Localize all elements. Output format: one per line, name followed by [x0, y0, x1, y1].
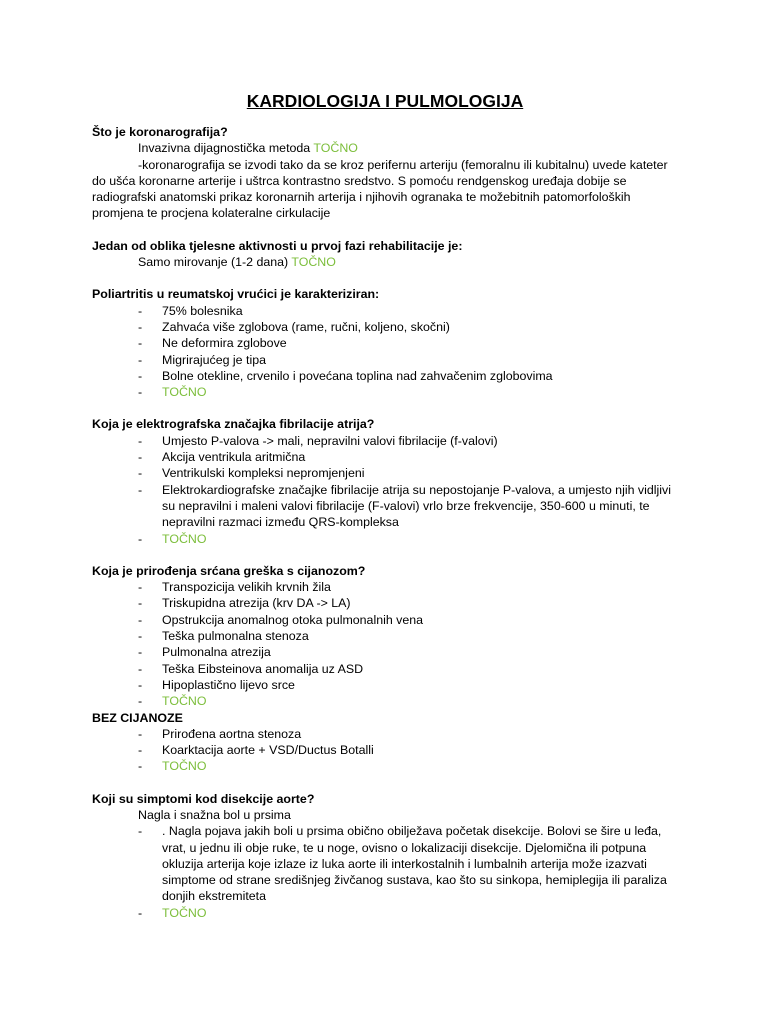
correct-mark: TOČNO [162, 694, 207, 709]
list-item-text: Umjesto P-valova -> mali, nepravilni valovi fibrilacije (f-valovi) [162, 433, 498, 448]
list-dash: - [138, 694, 143, 709]
list-item-correct [92, 758, 678, 774]
list-dash: - [138, 466, 143, 481]
list-dash: - [138, 385, 143, 400]
list-item-text: Pulmonalna atrezija [162, 645, 271, 660]
question-heading: Poliartritis u reumatskoj vrućici je karakteriziran: [92, 287, 380, 302]
list-dash: - [138, 596, 143, 611]
question-heading: Što je koronarografija? [92, 125, 228, 139]
list-item-correct [92, 384, 678, 400]
document-title: KARDIOLOGIJA I PULMOLOGIJA [246, 91, 524, 111]
list-item [92, 677, 678, 693]
list-item-text: Triskupidna atrezija (krv DA -> LA) [162, 596, 351, 611]
list-dash: - [138, 677, 143, 692]
list-item [92, 449, 678, 465]
list-item [92, 303, 678, 319]
question-heading: Koja je prirođenja srćana greška s cijanozom? [92, 563, 366, 578]
explanation-paragraph [92, 157, 678, 222]
list-dash: - [138, 482, 143, 497]
list-item [92, 319, 678, 335]
list-dash: - [138, 531, 143, 546]
question-heading: Jedan od oblika tjelesne aktivnosti u prvoj fazi rehabilitacije je: [92, 238, 463, 253]
list-item-correct [92, 693, 678, 709]
list-dash: - [138, 368, 143, 383]
list-dash: - [138, 661, 143, 676]
question-heading: Koja je elektrografska značajka fibrilacije atrija? [92, 417, 375, 432]
list-item-text: Teška pulmonalna stenoza [162, 629, 309, 644]
list-item-text: Ventrikulski kompleksi nepromjenjeni [162, 466, 365, 481]
answer-text: Invazivna dijagnostička metoda [138, 141, 311, 156]
list-item [92, 482, 678, 531]
list-dash: - [138, 759, 143, 774]
list-item [92, 595, 678, 611]
list-dash: - [138, 645, 143, 660]
list-item-text: Koarktacija aorte + VSD/Ductus Botalli [162, 743, 374, 758]
list-dash: - [138, 743, 143, 758]
section-koronarografija [92, 124, 678, 222]
list-item [92, 368, 678, 384]
answer-text: Samo mirovanje (1-2 dana) [138, 255, 289, 270]
list-dash: - [138, 433, 143, 448]
correct-mark: TOČNO [162, 759, 207, 774]
list-item-text: Akcija ventrikula aritmična [162, 450, 306, 465]
list-item-text: Zahvaća više zglobova (rame, ručni, koljeno, skočni) [162, 319, 450, 334]
question-heading: Koji su simptomi kod disekcije aorte? [92, 791, 315, 806]
section-fibrilacija [92, 416, 678, 546]
section-poliartritis [92, 286, 678, 400]
list-item [92, 465, 678, 481]
list-item [92, 661, 678, 677]
section-cijanoza [92, 563, 678, 775]
list-item-text: Migrirajućeg je tipa [162, 352, 266, 367]
list-item-text: Hipoplastično lijevo srce [162, 677, 295, 692]
list-item-correct [92, 531, 678, 547]
list-item-text: Elektrokardiografske značajke fibrilacije atrija su nepostojanje P-valova, a umjesto njih vidljivi su nepravilni i maleni valovi fibrilacije (F-valovi) vrlo brze frekvencije, 350-600 u minuti, te nepravilni razmaci između QRS-kompleksa [162, 482, 671, 530]
list-item-text: Ne deformira zglobove [162, 336, 287, 351]
correct-mark: TOČNO [162, 531, 207, 546]
list-item-text: Bolne otekline, crvenilo i povećana toplina nad zahvačenim zglobovima [162, 368, 553, 383]
list-item [92, 612, 678, 628]
list-item [92, 335, 678, 351]
list-dash: - [138, 319, 143, 334]
section-rehabilitacija [92, 238, 678, 271]
list-item-text: . Nagla pojava jakih boli u prsima obično obilježava početak disekcije. Bolovi se šire u leđa, vrat, u jednu ili obje ruke, te u noge, ovisno o lokalizaciji disekcije. Djelomična ili potpuna okluzija arterija koje izlaze iz luka aorte ili interkostalnih i lumbalnih arterija može izazvati simptome od strane središnjeg živčanog sustava, kao što su sinkopa, hemiplegija ili paraliza donjih ekstremiteta [162, 824, 667, 904]
correct-mark: TOČNO [162, 385, 207, 400]
list-dash: - [138, 824, 143, 839]
list-dash: - [138, 450, 143, 465]
list-item-text: Opstrukcija anomalnog otoka pulmonalnih vena [162, 612, 424, 627]
list-dash: - [138, 726, 143, 741]
answer-text: Nagla i snažna bol u prsima [138, 807, 291, 822]
list-item [92, 579, 678, 595]
answer-line [92, 140, 678, 156]
answer-line [92, 254, 678, 270]
correct-mark: TOČNO [313, 141, 358, 156]
list-item-text: Teška Eibsteinova anomalija uz ASD [162, 661, 364, 676]
section-disekcija-aorte [92, 791, 678, 921]
list-item [92, 433, 678, 449]
list-dash: - [138, 352, 143, 367]
correct-mark: TOČNO [162, 905, 207, 920]
list-item [92, 726, 678, 742]
list-item-text: Transpozicija velikih krvnih žila [162, 580, 331, 595]
list-dash: - [138, 336, 143, 351]
list-dash: - [138, 905, 143, 920]
list-item [92, 742, 678, 758]
list-dash: - [138, 612, 143, 627]
list-item [92, 628, 678, 644]
list-item [92, 352, 678, 368]
list-dash: - [138, 303, 143, 318]
list-dash: - [138, 580, 143, 595]
list-item [92, 823, 678, 904]
answer-line [92, 807, 678, 823]
list-dash: - [138, 629, 143, 644]
list-item-text: 75% bolesnika [162, 303, 243, 318]
list-item-text: Prirođena aortna stenoza [162, 726, 302, 741]
list-item [92, 644, 678, 660]
sub-heading: BEZ CIJANOZE [92, 710, 183, 725]
explanation-text: -koronarografija se izvodi tako da se kroz perifernu arteriju (femoralnu ili kubitalnu) uvede kateter do ušća koronarne arterije i uštrca kontrastno sredstvo. S pomoću rendgenskog uređaja dobije se radiografski anatomski prikaz koronarnih arterija i njihovih ogranaka te možebitnih patomorfoloških promjena te procjena kolateralne cirkulacije [92, 157, 668, 221]
correct-mark: TOČNO [291, 255, 336, 270]
list-item-correct [92, 905, 678, 921]
